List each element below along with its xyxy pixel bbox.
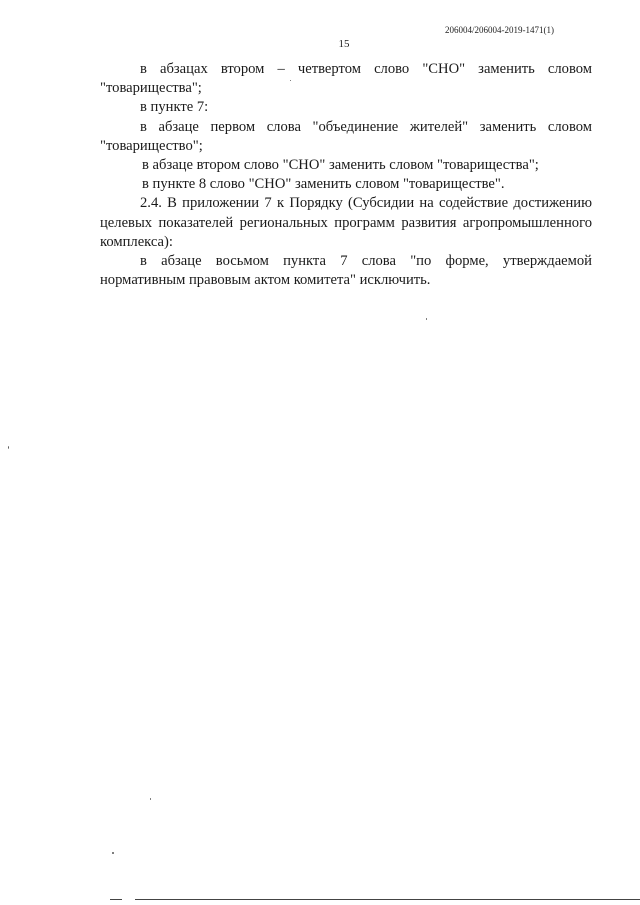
bottom-edge-line	[135, 899, 640, 900]
paragraph: в абзацах втором – четвертом слово "СНО" заменить словом "товарищества";	[100, 61, 592, 97]
paragraph: в абзаце первом слова "объединение жителей" заменить словом "товарищество";	[100, 118, 592, 154]
scan-speck	[290, 80, 291, 81]
paragraph: в абзаце восьмом пункта 7 слова "по форме, утверждаемой нормативным правовым актом комитета" исключить.	[100, 253, 592, 289]
paragraph: в пункте 8 слово "СНО" заменить словом "товариществе".	[142, 176, 505, 193]
paragraph: в пункте 7:	[140, 99, 209, 116]
page-number: 15	[338, 38, 350, 50]
paragraph: в абзаце втором слово "СНО" заменить словом "товарищества";	[142, 157, 539, 174]
paragraph: 2.4. В приложении 7 к Порядку (Субсидии на содействие достижению целевых показателей региональных программ развития агропромышленного комплекса):	[100, 195, 592, 250]
bottom-edge-mark	[110, 899, 122, 900]
scan-speck	[426, 318, 427, 320]
scan-speck	[112, 852, 114, 854]
scan-speck	[150, 798, 151, 800]
document-id: 206004/206004-2019-1471(1)	[445, 25, 554, 35]
document-body	[100, 60, 592, 290]
scan-speck	[8, 446, 9, 449]
